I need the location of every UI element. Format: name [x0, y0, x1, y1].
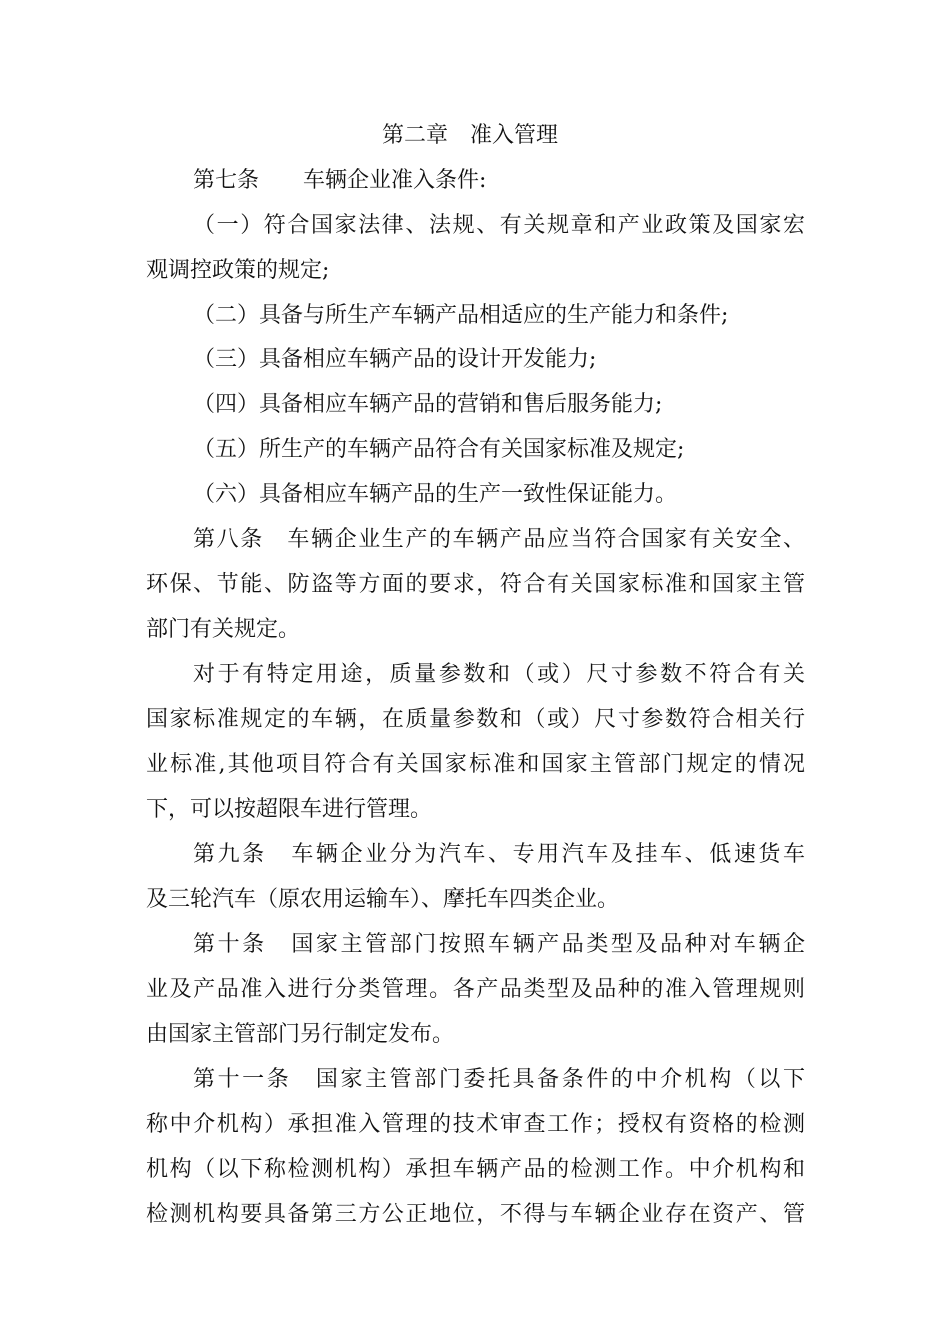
article-7-heading: 第七条 车辆企业准入条件:: [193, 168, 487, 193]
article-7-item-6: （六）具备相应车辆产品的生产一致性保证能力。: [193, 482, 678, 507]
article-8-line-1: 第八条 车辆企业生产的车辆产品应当符合国家有关安全、: [193, 527, 805, 552]
article-8-para-2-line-3: 业标准,其他项目符合有关国家标准和国家主管部门规定的情况: [146, 752, 805, 777]
article-10-line-2: 业及产品准入进行分类管理。各产品类型及品种的准入管理规则: [146, 977, 805, 1002]
article-8-para-2-line-4: 下，可以按超限车进行管理。: [146, 797, 433, 822]
article-7-item-5: （五）所生产的车辆产品符合有关国家标准及规定;: [193, 437, 685, 462]
chapter-title: 第二章 准入管理: [382, 123, 559, 148]
article-8-para-2-line-1: 对于有特定用途，质量参数和（或）尺寸参数不符合有关: [193, 662, 805, 687]
article-10-line-1: 第十条 国家主管部门按照车辆产品类型及品种对车辆企: [193, 932, 805, 957]
article-7-item-1-line-1: （一）符合国家法律、法规、有关规章和产业政策及国家宏: [193, 213, 805, 238]
article-7-item-1-line-2: 观调控政策的规定;: [146, 258, 330, 283]
article-10-line-3: 由国家主管部门另行制定发布。: [146, 1022, 455, 1047]
article-7-item-3: （三）具备相应车辆产品的设计开发能力;: [193, 347, 597, 372]
article-8-line-3: 部门有关规定。: [146, 617, 301, 642]
article-11-line-4: 检测机构要具备第三方公正地位，不得与车辆企业存在资产、管: [146, 1202, 805, 1227]
article-7-item-2: （二）具备与所生产车辆产品相适应的生产能力和条件;: [193, 303, 729, 328]
article-7-item-4: （四）具备相应车辆产品的营销和售后服务能力;: [193, 392, 663, 417]
article-8-line-2: 环保、节能、防盗等方面的要求，符合有关国家标准和国家主管: [146, 572, 805, 597]
article-11-line-3: 机构（以下称检测机构）承担车辆产品的检测工作。中介机构和: [146, 1157, 805, 1182]
article-9-line-2: 及三轮汽车（原农用运输车）、摩托车四类企业。: [146, 887, 620, 912]
article-9-line-1: 第九条 车辆企业分为汽车、专用汽车及挂车、低速货车: [193, 842, 805, 867]
article-8-para-2-line-2: 国家标准规定的车辆，在质量参数和（或）尺寸参数符合相关行: [146, 707, 805, 732]
article-11-line-1: 第十一条 国家主管部门委托具备条件的中介机构（以下: [193, 1067, 805, 1092]
article-11-line-2: 称中介机构）承担准入管理的技术审查工作；授权有资格的检测: [146, 1112, 805, 1137]
